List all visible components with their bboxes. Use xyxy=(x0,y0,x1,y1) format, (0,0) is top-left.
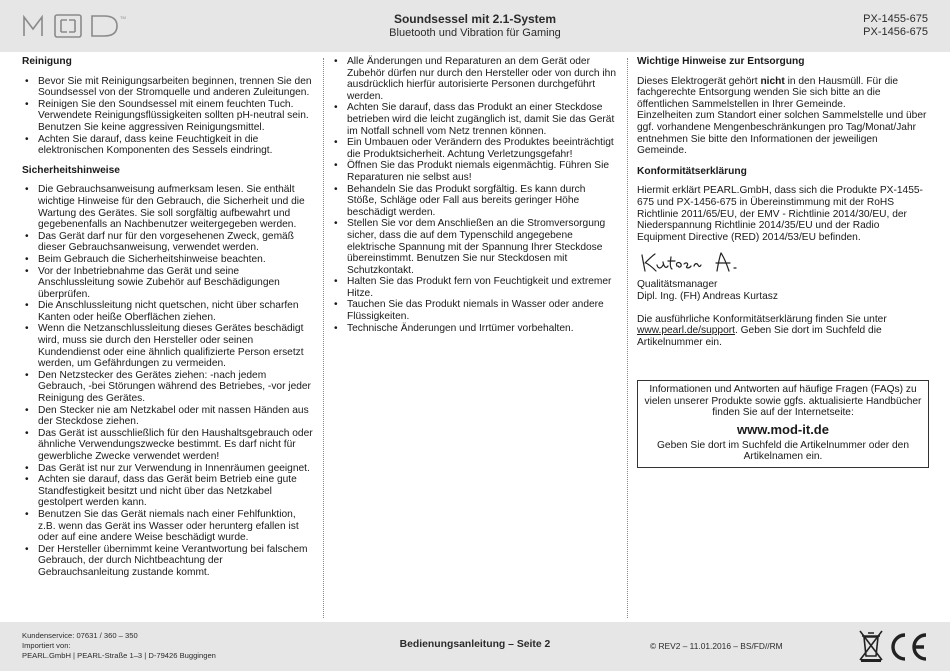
list-item: • Das Gerät ist ausschließlich für den Haushaltsgebrauch oder ähnliche Verwendungszwecke bestimmt. Es darf nicht für gewerbliche Zwecke verwendet werden! xyxy=(22,428,315,463)
column-left xyxy=(22,56,315,587)
list-item: • Benutzen Sie das Gerät niemals nach einer Fehlfunktion, z.B. wenn das Gerät ins Wasser oder herunterg efallen ist oder auf eine andere Weise beschädigt wurde. xyxy=(22,509,315,544)
list-item: • Achten sie darauf, dass das Gerät beim Betrieb eine gute Standfestigkeit besitzt und nicht über das Netzkabel gestolpert werden kann. xyxy=(22,474,315,509)
list-item: • Beim Gebrauch die Sicherheitshinweise beachten. xyxy=(22,254,315,266)
faq-text-2: Geben Sie dort im Suchfeld die Artikelnummer oder den Artikelnamen ein. xyxy=(657,439,909,463)
revision-info: © REV2 – 11.01.2016 – BS/FD//RM xyxy=(650,641,783,651)
list-item: • Ein Umbauen oder Verändern des Produktes beeinträchtigt die Produktsicherheit. Achtung Verletzungsgefahr! xyxy=(331,137,617,160)
list-item: • Das Gerät ist nur zur Verwendung in Innenräumen geeignet. xyxy=(22,463,315,475)
signature-image xyxy=(639,247,757,275)
disposal-text: Dieses Elektrogerät gehört nicht in den Hausmüll. Für die fachgerechte Entsorgung wenden Sie sich bitte an die öffentlichen Sammelstellen in Ihrer Gemeinde. xyxy=(637,75,899,110)
list-item: • Vor der Inbetriebnahme das Gerät und seine Anschlussleitung sowie Zubehör auf Beschädigungen überprüfen. xyxy=(22,266,315,301)
cleaning-list xyxy=(22,76,315,157)
list-item: • Achten Sie darauf, dass keine Feuchtigkeit in die elektronischen Komponenten des Sessels eindringt. xyxy=(22,134,315,157)
section-heading-safety: Sicherheitshinweise xyxy=(22,164,120,176)
safety-list-continued xyxy=(331,56,617,334)
list-item: • Den Netzstecker des Gerätes ziehen: -nach jedem Gebrauch, -bei Störungen während des Betriebes, -vor jeder Reinigung des Gerätes. xyxy=(22,370,315,405)
footer-contact xyxy=(22,631,216,662)
customer-service: Kundenservice: 07631 / 360 – 350 xyxy=(22,631,138,640)
support-link[interactable]: www.pearl.de/support xyxy=(637,325,735,337)
ce-mark-icon xyxy=(887,631,929,663)
page-header xyxy=(0,0,950,52)
conformity-text: Hiermit erklärt PEARL.GmbH, dass sich die Produkte PX-1455-675 und PX-1456-675 in Übereinstimmung mit der RoHS Richtlinie 2011/65/EU, der EMV - Richtlinie 2014/30/EU, der Niederspannung Richtlinie 2014/35/EU und der Radio Equipment Directive (RED) 2014/53/EU befinden. xyxy=(637,185,923,243)
document-subtitle: Bluetooth und Vibration für Gaming xyxy=(389,27,561,39)
model-number: PX-1455-675 xyxy=(863,13,928,25)
list-item: • Behandeln Sie das Produkt sorgfältig. Es kann durch Stöße, Schläge oder Fall aus bereits geringer Höhe beschädigt werden. xyxy=(331,184,617,219)
column-right xyxy=(637,56,929,348)
page-footer xyxy=(0,622,950,671)
model-number: PX-1456-675 xyxy=(863,26,928,38)
faq-text: Informationen und Antworten auf häufige Fragen (FAQs) zu vielen unserer Produkte sowie ggfs. aktualisierte Handbücher finden Sie auf der Internetseite: xyxy=(644,384,922,419)
section-heading-disposal: Wichtige Hinweise zur Entsorgung xyxy=(637,56,805,67)
column-middle xyxy=(331,56,617,342)
list-item: • Tauchen Sie das Produkt niemals in Wasser oder andere Flüssigkeiten. xyxy=(331,299,617,322)
list-item: • Das Gerät darf nur für den vorgesehenen Zweck, gemäß dieser Gebrauchsanweisung, verwendet werden. xyxy=(22,231,315,254)
list-item: • Bevor Sie mit Reinigungsarbeiten beginnen, trennen Sie den Soundsessel von der Stromquelle und anderen Zuleitungen. xyxy=(22,76,315,99)
section-heading-cleaning: Reinigung xyxy=(22,56,72,67)
section-heading-conformity: Konformitätserklärung xyxy=(637,165,747,177)
list-item: • Stellen Sie vor dem Anschließen an die Stromversorgung sicher, dass die auf dem Typenschild angegebene elektrische Spannung mit der Spannung Ihrer Steckdose übereinstimmt. Benutzen Sie nur Steckdosen mit Schutzkontakt. xyxy=(331,218,617,276)
signer-role: Qualitätsmanager xyxy=(637,279,718,291)
disposal-text-2: Einzelheiten zum Standort einer solchen Sammelstelle und über ggf. vorhandene Mengenbeschränkungen pro Tag/Monat/Jahr entnehmen Sie bitte den Informationen der jeweiligen Gemeinde. xyxy=(637,110,927,157)
importer-label: Importiert von: xyxy=(22,641,71,651)
page-label: Bedienungsanleitung – Seite 2 xyxy=(399,639,551,650)
list-item: • Achten Sie darauf, dass das Produkt an einer Steckdose betrieben wird die leicht zugänglich ist, damit Sie das Gerät im Notfall schnell vom Netz trennen können. xyxy=(331,102,617,137)
importer-address: PEARL.GmbH | PEARL-Straße 1–3 | D-79426 Buggingen xyxy=(22,651,216,661)
document-title: Soundsessel mit 2.1-System xyxy=(393,12,557,26)
weee-bin-icon xyxy=(858,629,884,663)
list-item: • Der Hersteller übernimmt keine Verantwortung bei falschem Gebrauch, der durch Nichtbeachtung der Gebrauchsanleitung zustande kommt. xyxy=(22,544,315,579)
list-item: • Den Stecker nie am Netzkabel oder mit nassen Händen aus der Steckdose ziehen. xyxy=(22,405,315,428)
list-item: • Wenn die Netzanschlussleitung dieses Gerätes beschädigt wird, muss sie durch den Hersteller oder seinen Kundendienst oder eine ähnlich qualifizierte Person ersetzt werden, um Gefährdungen zu vermeiden. xyxy=(22,323,315,369)
list-item: • Öffnen Sie das Produkt niemals eigenmächtig. Führen Sie Reparaturen nie selbst aus! xyxy=(331,160,617,183)
list-item: • Die Gebrauchsanweisung aufmerksam lesen. Sie enthält wichtige Hinweise für den Gebrauch, die Sicherheit und die Wartung des Gerätes. Sie soll sorgfältig aufbewahrt und gegebenenfalls an Nachbenutzer weitergegeben werden. xyxy=(22,184,315,230)
list-item: • Die Anschlussleitung nicht quetschen, nicht über scharfen Kanten oder heiße Oberflächen ziehen. xyxy=(22,300,315,323)
list-item: • Alle Änderungen und Reparaturen an dem Gerät oder Zubehör dürfen nur durch den Hersteller oder von durch ihn ausdrücklich hierfür autorisierte Personen durchgeführt werden. xyxy=(331,56,617,102)
website-link[interactable]: www.mod-it.de xyxy=(737,421,829,437)
signer-name: Dipl. Ing. (FH) Andreas Kurtasz xyxy=(637,290,778,302)
conformity-more-text: Die ausführliche Konformitätserklärung finden Sie unter www.pearl.de/support. Geben Sie dort im Suchfeld die Artikelnummer ein. xyxy=(637,313,887,348)
svg-text:TM: TM xyxy=(120,15,126,20)
list-item: • Reinigen Sie den Soundsessel mit einem feuchten Tuch. Verwendete Reinigungsflüssigkeiten sollten pH-neutral sein. Benutzen Sie keine aggressiven Reinigungsmittel. xyxy=(22,99,315,134)
mod-logo xyxy=(22,12,132,40)
column-divider xyxy=(323,58,324,618)
column-divider xyxy=(627,58,628,618)
emphasis-nicht: nicht xyxy=(760,75,785,87)
list-item: • Technische Änderungen und Irrtümer vorbehalten. xyxy=(331,323,617,335)
list-item: • Halten Sie das Produkt fern von Feuchtigkeit und extremer Hitze. xyxy=(331,276,617,299)
faq-box xyxy=(637,380,929,468)
safety-list xyxy=(22,184,315,578)
